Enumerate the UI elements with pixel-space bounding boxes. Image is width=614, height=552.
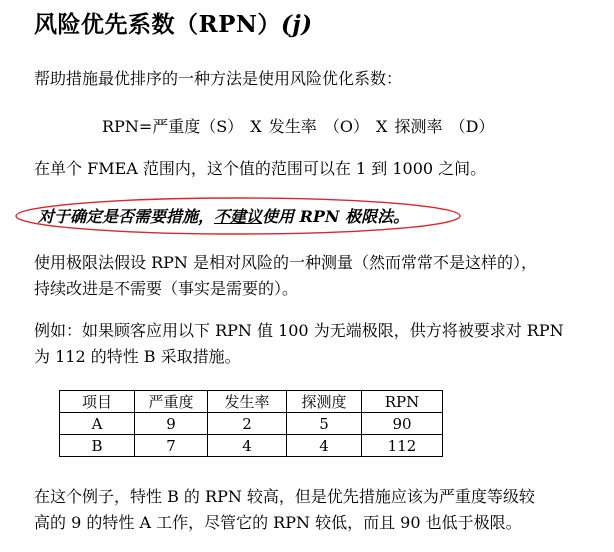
intro-text: 帮助措施最优排序的一种方法是使用风险优化系数： [34,69,403,88]
example-line-2: 为 112 的特性 B 采取措施。 [34,347,241,366]
table-cell: 5 [287,413,362,435]
conclusion-paragraph [34,484,535,536]
conclusion-line-2: 高的 9 的特性 A 工作，尽管它的 RPN 较低，而且 90 也低于极限。 [34,513,522,532]
table-cell: 7 [135,435,208,457]
table-cell: 90 [362,413,443,435]
page-title [34,6,313,39]
rpn-formula: RPN=严重度（S） X 发生率 （O） X 探测率 （D） [102,117,495,136]
example-line-1: 例如：如果顾客应用以下 RPN 值 100 为无端极限，供方将被要求对 RPN [34,321,564,340]
rpn-table [59,390,443,457]
threshold-paragraph [34,250,537,302]
conclusion-line-1: 在这个例子，特性 B 的 RPN 较高，但是优先措施应该为严重度等级较 [34,487,535,506]
example-paragraph [34,318,564,370]
title-main: 风险优先系数（RPN） [34,11,281,38]
table-cell: 112 [362,435,443,457]
emphasis-statement [38,204,409,227]
threshold-line-2: 持续改进是不需要（事实是需要的）。 [34,279,299,298]
table-cell: 4 [287,435,362,457]
header-cell-occurrence: 发生率 [208,391,287,413]
header-cell-severity: 严重度 [135,391,208,413]
table-header-row [60,391,443,413]
table-cell: 9 [135,413,208,435]
emphasis-part3: 使用 RPN 极限法。 [262,207,410,226]
header-cell-item: 项目 [60,391,135,413]
header-cell-rpn: RPN [362,391,443,413]
table-cell: 2 [208,413,287,435]
range-text: 在单个 FMEA 范围内，这个值的范围可以在 1 到 1000 之间。 [34,159,487,178]
emphasis-part1: 对于确定是否需要措施， [38,207,215,226]
emphasis-underlined: 不建议 [214,207,263,226]
table-cell: 4 [208,435,287,457]
table-cell: B [60,435,135,457]
table-row [60,413,443,435]
title-suffix: (j) [280,11,313,38]
threshold-line-1: 使用极限法假设 RPN 是相对风险的一种测量（然而常常不是这样的）， [34,253,537,272]
table-row [60,435,443,457]
header-cell-detection: 探测度 [287,391,362,413]
table-cell: A [60,413,135,435]
